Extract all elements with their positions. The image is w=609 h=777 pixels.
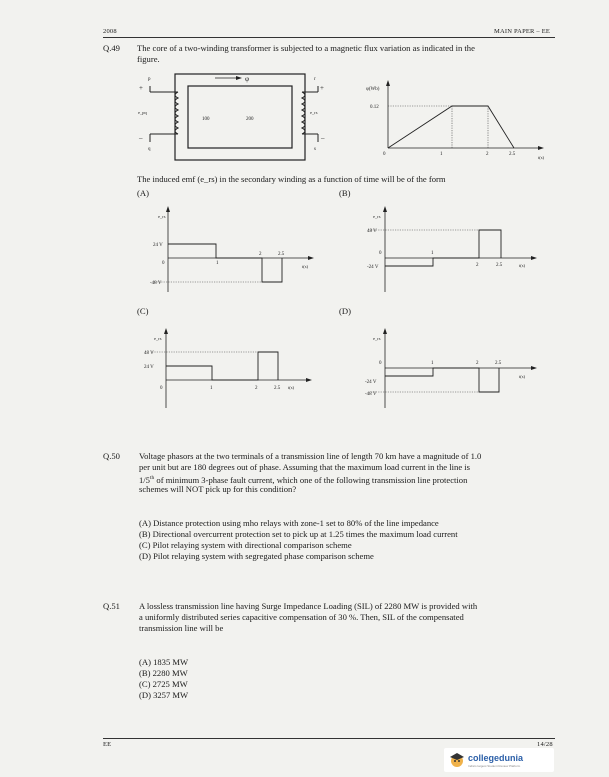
- terminal-s-label: s: [314, 147, 316, 152]
- option-a-t2: 2: [259, 252, 262, 257]
- q51-line2: a uniformly distributed series capacitive compensation of 30 %. Then, SIL of the compensated: [139, 612, 464, 622]
- q50-line1: Voltage phasors at the two terminals of a transmission line of length 70 km have a magnitude of 1.0: [139, 451, 482, 461]
- flux-symbol-label: φ: [245, 75, 250, 83]
- option-a-ylab: e_rs: [158, 214, 166, 219]
- option-b-label: (B): [339, 188, 351, 198]
- option-b-pos: 48 V: [367, 229, 377, 234]
- option-b-graph: [355, 200, 545, 295]
- option-d-label: (D): [339, 306, 351, 316]
- option-d-origin: 0: [379, 361, 382, 366]
- q51-line3: transmission line will be: [139, 623, 224, 633]
- flux-t2-tick: 2: [486, 152, 489, 157]
- q50-fraction: 1/5: [139, 474, 150, 485]
- terminal-p-label: p: [148, 77, 151, 82]
- q51-number: Q.51: [103, 601, 120, 611]
- q49-lead: The induced emf (e_rs) in the secondary winding as a function of time will be of the form: [137, 174, 446, 184]
- q50-line3-text: of minimum 3-phase fault current, which one of the following transmission line protection: [156, 474, 468, 485]
- q49-number: Q.49: [103, 43, 120, 53]
- option-d-neg2: -48 V: [365, 392, 377, 397]
- footer-rule: [103, 738, 555, 739]
- option-b-t1: 1: [431, 251, 434, 256]
- option-a-t25: 2.5: [278, 252, 285, 257]
- option-c-ylab: e_rs: [154, 336, 162, 341]
- q50-fraction-sup: th: [149, 475, 155, 481]
- option-d-ylab: e_rs: [373, 336, 381, 341]
- logo-mascot-icon: [448, 751, 466, 769]
- header-paper: MAIN PAPER – EE: [494, 28, 551, 35]
- header-year: 2008: [103, 28, 117, 35]
- option-a-origin: 0: [162, 261, 165, 266]
- primary-turns-label: 100: [202, 117, 210, 122]
- q51-choice-c: (C) 2725 MW: [139, 679, 188, 689]
- q50-line4: schemes will NOT pick up for this condition?: [139, 484, 297, 494]
- primary-winding: [150, 86, 178, 142]
- option-b-t25: 2.5: [496, 263, 503, 268]
- flux-axis-label: φ(Wb): [366, 87, 380, 92]
- footer-page: 14/28: [537, 741, 553, 748]
- option-c-origin: 0: [160, 386, 163, 391]
- primary-emf-label: e_pq: [138, 110, 147, 115]
- option-d-t1: 1: [431, 361, 434, 366]
- flux-origin-tick: 0: [383, 152, 386, 157]
- option-c-label: (C): [137, 306, 149, 316]
- option-c-graph: [140, 320, 320, 415]
- option-d-t2: 2: [476, 361, 479, 366]
- q50-choice-a: (A) Distance protection using mho relays with zone-1 set to 80% of the line impedance: [139, 518, 439, 528]
- secondary-minus: –: [321, 134, 325, 142]
- flux-waveform-chart: [360, 78, 550, 160]
- option-b-neg: -24 V: [367, 265, 379, 270]
- secondary-emf-label: e_rs: [310, 110, 318, 115]
- terminal-q-label: q: [148, 147, 151, 152]
- header-rule: [103, 37, 555, 38]
- option-a-label: (A): [137, 188, 149, 198]
- q51-line1: A lossless transmission line having Surge Impedance Loading (SIL) of 2280 MW is provided with: [139, 601, 478, 611]
- flux-t25-tick: 2.5: [509, 152, 516, 157]
- primary-minus: –: [139, 134, 143, 142]
- flux-peak-tick: 0.12: [370, 105, 379, 110]
- option-c-pos2: 24 V: [144, 365, 154, 370]
- q50-number: Q.50: [103, 451, 120, 461]
- option-d-trace: [385, 368, 499, 392]
- option-c-t25: 2.5: [274, 386, 281, 391]
- q51-choice-a: (A) 1835 MW: [139, 657, 189, 667]
- option-a-neg: -48 V: [150, 281, 162, 286]
- q49-text-line1: The core of a two-winding transformer is subjected to a magnetic flux variation as indicated in the: [137, 43, 475, 53]
- option-b-trace: [385, 230, 501, 266]
- option-d-t25: 2.5: [495, 361, 502, 366]
- core-outer: [175, 74, 305, 160]
- option-d-taxis: t(s): [519, 374, 525, 379]
- option-d-graph: [355, 320, 545, 415]
- secondary-plus: +: [320, 84, 324, 92]
- q49-text-line2: figure.: [137, 54, 160, 64]
- option-b-taxis: t(s): [519, 263, 525, 268]
- option-b-ylab: e_rs: [373, 214, 381, 219]
- option-b-origin: 0: [379, 251, 382, 256]
- option-c-t2: 2: [255, 386, 258, 391]
- option-a-graph: [140, 200, 320, 295]
- option-a-taxis: t(s): [302, 264, 308, 269]
- q50-line2: per unit but are 180 degrees out of phase. Assuming that the maximum load current in the line is: [139, 462, 471, 472]
- terminal-r-label: r: [314, 77, 316, 82]
- option-a-pos: 24 V: [153, 243, 163, 248]
- option-c-taxis: t(s): [288, 385, 294, 390]
- q50-choice-c: (C) Pilot relaying system with directional comparison scheme: [139, 540, 352, 550]
- option-d-neg: -24 V: [365, 380, 377, 385]
- logo-name: collegedunia: [468, 753, 524, 763]
- q50-choice-d: (D) Pilot relaying system with segregated phase comparison scheme: [139, 551, 374, 561]
- secondary-turns-label: 200: [246, 117, 254, 122]
- logo-tagline: India's largest Student Review Platform: [468, 764, 521, 768]
- transformer-diagram: [130, 66, 330, 166]
- flux-t-axis: t(s): [538, 155, 544, 160]
- option-a-t1: 1: [216, 261, 219, 266]
- q51-choice-d: (D) 3257 MW: [139, 690, 189, 700]
- option-a-trace: [168, 244, 282, 282]
- option-c-trace: [166, 352, 278, 380]
- flux-trace: [388, 106, 514, 148]
- primary-plus: +: [139, 84, 143, 92]
- footer-left: EE: [103, 741, 112, 748]
- collegedunia-logo: [444, 748, 554, 772]
- q50-choice-b: (B) Directional overcurrent protection set to pick up at 1.25 times the maximum load current: [139, 529, 458, 539]
- option-c-pos: 48 V: [144, 351, 154, 356]
- flux-t1-tick: 1: [440, 152, 443, 157]
- option-b-t2: 2: [476, 263, 479, 268]
- q51-choice-b: (B) 2280 MW: [139, 668, 188, 678]
- option-c-t1: 1: [210, 386, 213, 391]
